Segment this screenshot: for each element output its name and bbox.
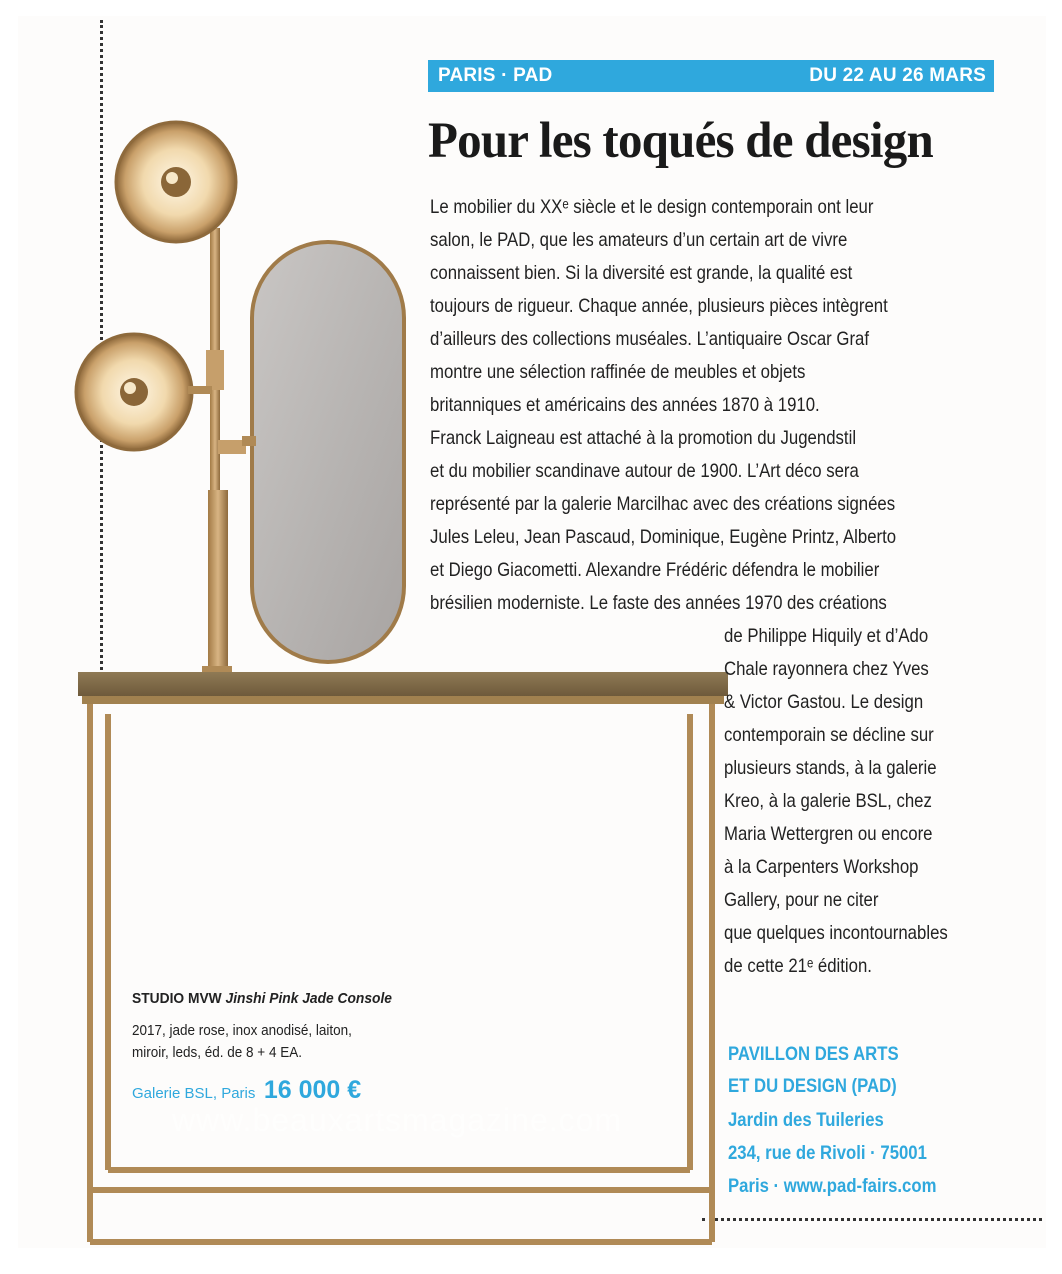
caption-price-row [132, 1076, 361, 1105]
body-line: britanniques et américains des années 1870 à 1910. [430, 394, 820, 416]
info-line: ET DU DESIGN (PAD) [728, 1076, 897, 1097]
body-line: toujours de rigueur. Chaque année, plusieurs pièces intègrent [430, 295, 888, 317]
dotted-rule-horizontal [702, 1218, 1042, 1221]
oval-mirror [242, 242, 404, 662]
watermark-text: www.beauxartsmagazine.com [172, 1102, 623, 1138]
console-frame [90, 704, 712, 1242]
section-location: PARIS · PAD [438, 65, 553, 86]
body-line: que quelques incontournables [724, 922, 948, 944]
body-line: connaissent bien. Si la diversité est grande, la qualité est [430, 262, 853, 284]
caption-work-title: Jinshi Pink Jade Console [225, 990, 392, 1007]
body-line: et Diego Giacometti. Alexandre Frédéric défendra le mobilier [430, 559, 880, 581]
body-line: représenté par la galerie Marcilhac avec des créations signées [430, 493, 896, 515]
caption-gallery: Galerie BSL, Paris [132, 1085, 256, 1102]
body-line: Kreo, à la galerie BSL, chez [724, 790, 932, 812]
body-line: Gallery, pour ne citer [724, 889, 879, 911]
upper-lamp-disc [116, 122, 236, 242]
caption-studio: STUDIO MVW [132, 990, 222, 1007]
body-line: et du mobilier scandinave autour de 1900. L’Art déco sera [430, 460, 859, 482]
body-line: brésilien moderniste. Le faste des années 1970 des créations [430, 592, 887, 614]
caption-title [132, 990, 392, 1007]
body-line: de cette 21ᵉ édition. [724, 955, 872, 977]
body-line: d’ailleurs des collections muséales. L’antiquaire Oscar Graf [430, 328, 870, 350]
lower-lamp-disc [76, 334, 212, 450]
caption-materials: 2017, jade rose, inox anodisé, laiton, [132, 1022, 352, 1039]
body-line: salon, le PAD, que les amateurs d’un certain art de vivre [430, 229, 848, 251]
body-line: Franck Laigneau est attaché à la promotion du Jugendstil [430, 427, 857, 449]
info-line: PAVILLON DES ARTS [728, 1044, 899, 1065]
section-header-bar [428, 60, 994, 92]
body-line: plusieurs stands, à la galerie [724, 757, 937, 779]
info-line: Paris · www.pad-fairs.com [728, 1176, 937, 1197]
body-line: contemporain se décline sur [724, 724, 934, 746]
body-line: Chale rayonnera chez Yves [724, 658, 929, 680]
body-line: de Philippe Hiquily et d’Ado [724, 625, 929, 647]
info-line: Jardin des Tuileries [728, 1110, 884, 1131]
body-line: à la Carpenters Workshop [724, 856, 919, 878]
caption-edition: miroir, leds, éd. de 8 + 4 EA. [132, 1044, 302, 1061]
lamp-stand [202, 228, 246, 686]
body-line: montre une sélection raffinée de meubles et objets [430, 361, 806, 383]
caption-price: 16 000 € [263, 1076, 362, 1104]
console-top [78, 672, 728, 704]
info-line: 234, rue de Rivoli · 75001 [728, 1143, 927, 1164]
body-line: Maria Wettergren ou encore [724, 823, 933, 845]
body-line: Le mobilier du XXᵉ siècle et le design contemporain ont leur [430, 196, 874, 218]
article-title: Pour les toqués de design [428, 113, 933, 169]
section-dates: DU 22 AU 26 MARS [809, 65, 986, 86]
body-line: Jules Leleu, Jean Pascaud, Dominique, Eugène Printz, Alberto [430, 526, 897, 548]
body-line: & Victor Gastou. Le design [724, 691, 924, 713]
